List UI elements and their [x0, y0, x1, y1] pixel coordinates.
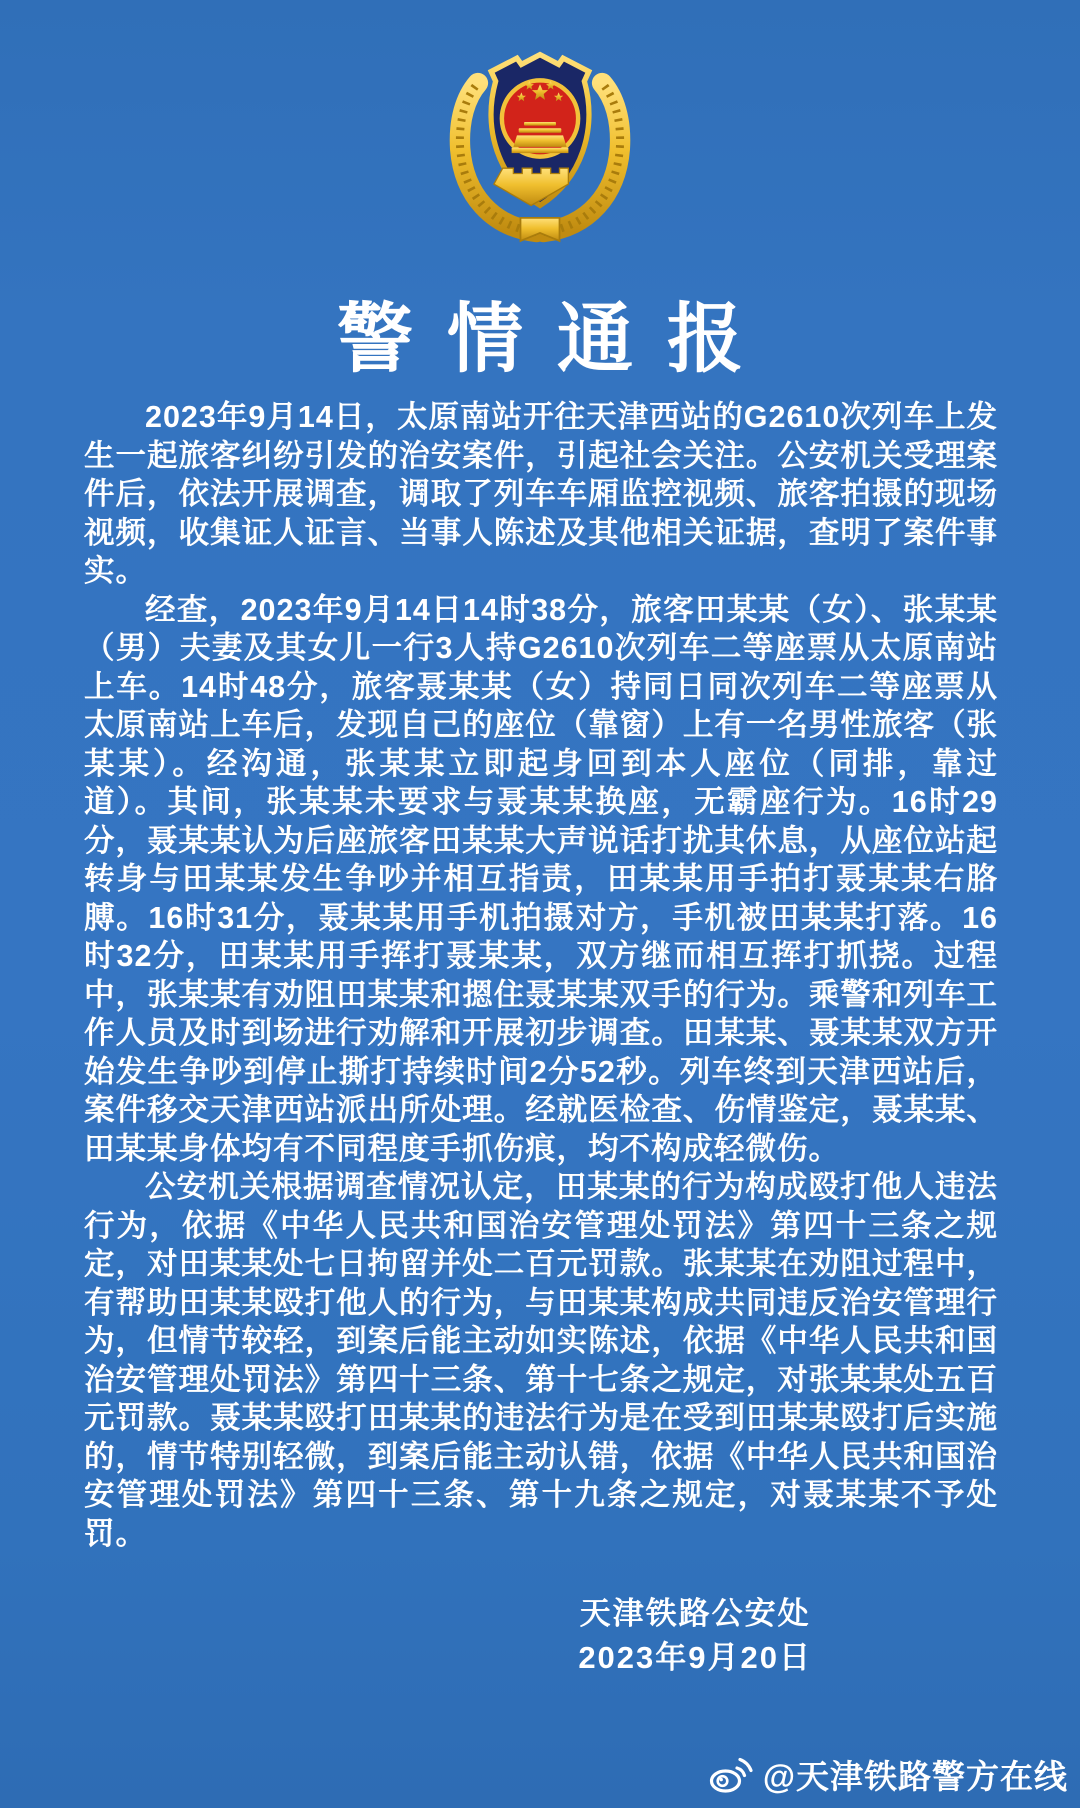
weibo-icon: [708, 1755, 754, 1795]
weibo-watermark: [708, 1751, 1068, 1798]
issuing-authority: 天津铁路公安处: [579, 1596, 811, 1631]
notice-paragraph-2: 经查，2023年9月14日14时38分，旅客田某某（女）、张某某（男）夫妻及其女儿一行3人持G2610次列车二等座票从太原南站上车。14时48分，旅客聂某某（女）持同日同次列车二等座票从太原南站上车后，发现自己的座位（靠窗）上有一名男性旅客（张某某）。经沟通，张某某立即起身回到本人座位（同排，靠过道）。其间，张某某未要求与聂某某换座，无霸座行为。16时29分，聂某某认为后座旅客田某某大声说话打扰其休息，从座位站起转身与田某某发生争吵并相互指责，田某某用手拍打聂某某右胳膊。16时31分，聂某某用手机拍摄对方，手机被田某某打落。16时32分，田某某用手挥打聂某某，双方继而相互挥打抓挠。过程中，张某某有劝阻田某某和摁住聂某某双手的行为。乘警和列车工作人员及时到场进行劝解和开展初步调查。田某某、聂某某双方开始发生争吵到停止撕打持续时间2分52秒。列车终到天津西站后，案件移交天津西站派出所处理。经就医检查、伤情鉴定，聂某某、田某某身体均有不同程度手抓伤痕，均不构成轻微伤。: [84, 592, 998, 1166]
police-badge-emblem: [442, 44, 638, 248]
notice-title: 警情通报: [337, 298, 777, 382]
notice-paragraph-3: 公安机关根据调查情况认定，田某某的行为构成殴打他人违法行为，依据《中华人民共和国治安管理处罚法》第四十三条之规定，对田某某处七日拘留并处二百元罚款。张某某在劝阻过程中，有帮助田某某殴打他人的行为，与田某某构成共同违反治安管理行为，但情节较轻，到案后能主动如实陈述，依据《中华人民共和国治安管理处罚法》第四十三条、第十七条之规定，对张某某处五百元罚款。聂某某殴打田某某的违法行为是在受到田某某殴打后实施的，情节特别轻微，到案后能主动认错，依据《中华人民共和国治安管理处罚法》第四十三条、第十九条之规定，对聂某某不予处罚。: [84, 1170, 998, 1551]
notice-body: [84, 398, 998, 1553]
police-badge-icon: [442, 44, 638, 248]
weibo-handle: @天津铁路警方在线: [762, 1758, 1068, 1795]
issue-date: 2023年9月20日: [578, 1640, 812, 1675]
signature-block: [578, 1592, 812, 1680]
notice-paragraph-1: 2023年9月14日，太原南站开往天津西站的G2610次列车上发生一起旅客纠纷引发的治安案件，引起社会关注。公安机关受理案件后，依法开展调查，调取了列车车厢监控视频、旅客拍摄的现场视频，收集证人证言、当事人陈述及其他相关证据，查明了案件事实。: [84, 400, 998, 588]
